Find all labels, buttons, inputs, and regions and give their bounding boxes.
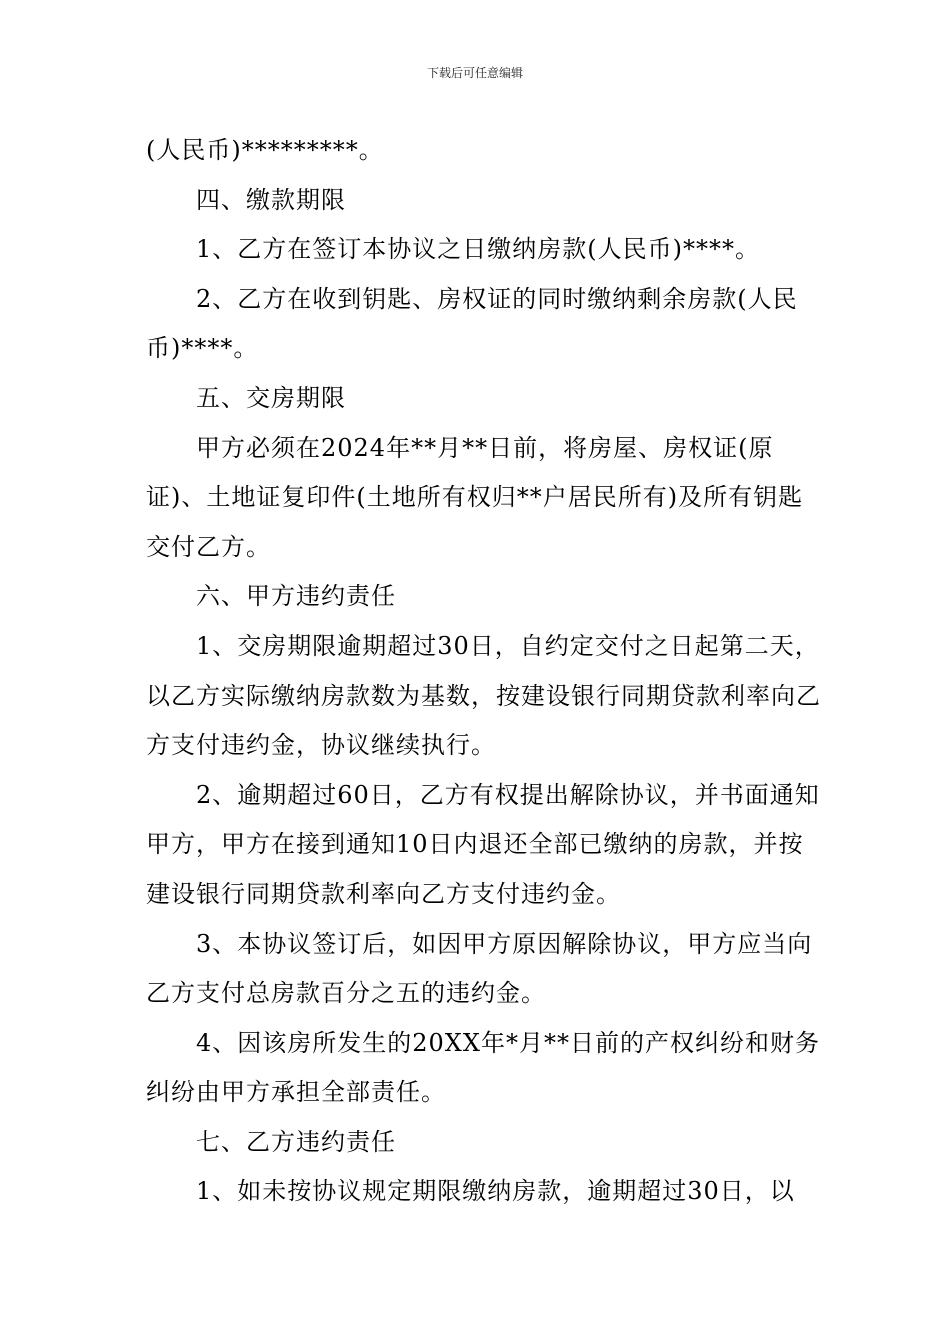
paragraph-party-a-breach-2: 2、逾期超过60日，乙方有权提出解除协议，并书面通知甲方，甲方在接到通知10日内退还全部已缴纳的房款，并按建设银行同期贷款利率向乙方支付违约金。 — [146, 780, 820, 908]
section-heading-handover-term: 五、交房期限 — [196, 383, 346, 412]
paragraph-party-a-breach-3: 3、本协议签订后，如因甲方原因解除协议，甲方应当向乙方支付总房款百分之五的违约金。 — [146, 929, 813, 1008]
paragraph-party-a-breach-1: 1、交房期限逾期超过30日，自约定交付之日起第二天，以乙方实际缴纳房款数为基数，按建设银行同期贷款利率向乙方支付违约金，协议继续执行。 — [146, 631, 821, 760]
document-body — [146, 126, 826, 1217]
paragraph-amount-continued: (人民币)*********。 — [146, 136, 384, 164]
section-heading-party-a-breach: 六、甲方违约责任 — [196, 582, 396, 611]
section-heading-payment-term: 四、缴款期限 — [196, 185, 346, 214]
paragraph-payment-1: 1、乙方在签订本协议之日缴纳房款(人民币)****。 — [196, 235, 760, 264]
paragraph-handover: 甲方必须在2024年**月**日前，将房屋、房权证(原证)、土地证复印件(土地所有权归**户居民所有)及所有钥匙交付乙方。 — [146, 433, 804, 561]
page-header: 下载后可任意编辑 — [426, 66, 523, 80]
paragraph-payment-2: 2、乙方在收到钥匙、房权证的同时缴纳剩余房款(人民币)****。 — [146, 284, 798, 363]
paragraph-party-b-breach-1: 1、如未按协议规定期限缴纳房款，逾期超过30日，以 — [196, 1177, 795, 1206]
paragraph-party-a-breach-4: 4、因该房所发生的20XX年*月**日前的产权纠纷和财务纠纷由甲方承担全部责任。 — [146, 1028, 820, 1107]
section-heading-party-b-breach: 七、乙方违约责任 — [196, 1127, 396, 1156]
